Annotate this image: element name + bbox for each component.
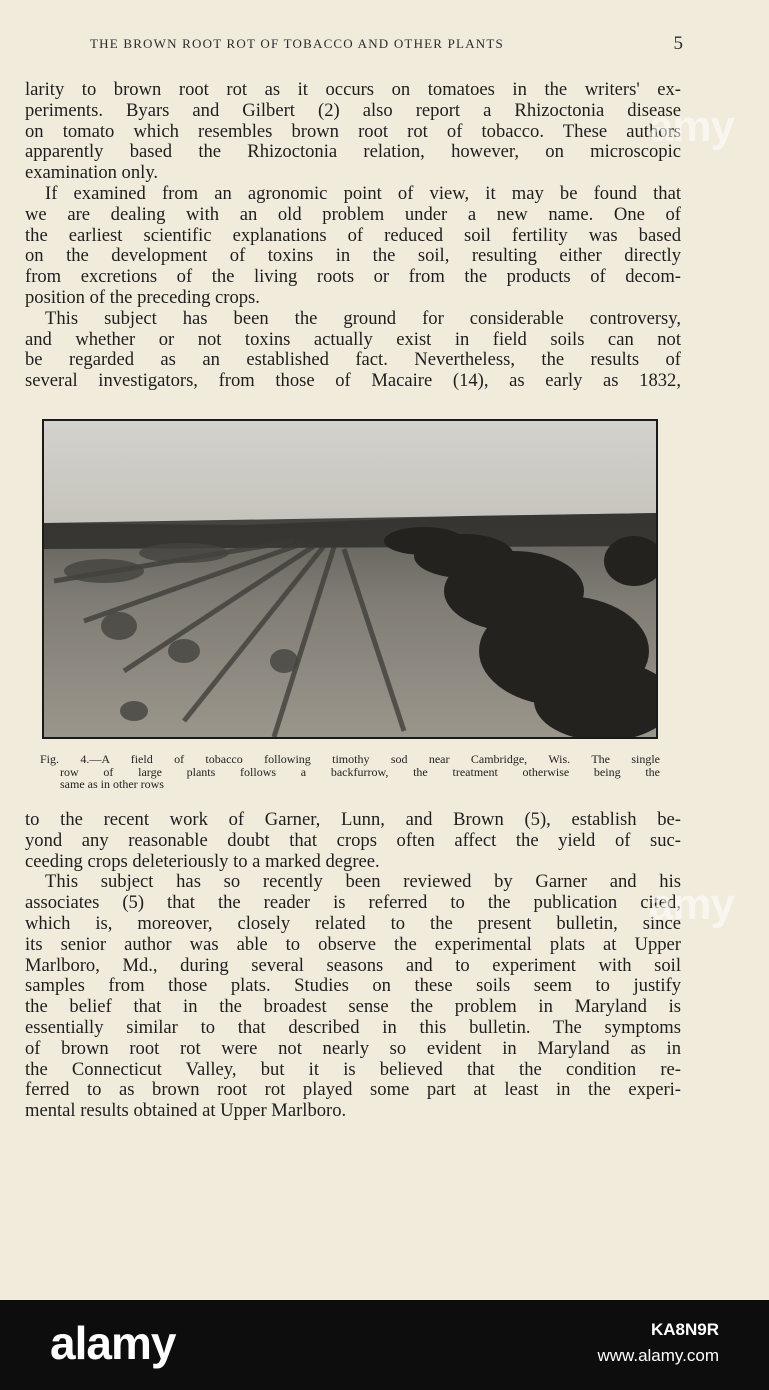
site-url: www.alamy.com (597, 1346, 719, 1365)
tobacco-field-photo (42, 419, 658, 739)
text-line: on the development of toxins in the soil, resulting either directly (25, 245, 681, 267)
text-line: larity to brown root rot as it occurs on tomatoes in the writers' ex- (25, 79, 681, 100)
text-line: samples from those plats. Studies on these soils seem to justify (25, 975, 681, 997)
text-line: we are dealing with an old problem under a new name. One of (25, 203, 681, 225)
text-line: its senior author was able to observe the experimental plats at Upper (25, 933, 681, 955)
text-line: This subject has so recently been reviewed by Garner and his (45, 871, 681, 893)
text-line: yond any reasonable doubt that crops often affect the yield of suc- (25, 829, 681, 851)
figure-caption (40, 753, 660, 791)
text-line: of brown root rot were not nearly so evident in Maryland as in (25, 1037, 681, 1059)
text-line: This subject has been the ground for considerable controversy, (45, 307, 681, 329)
caption-line: Fig. 4.—A field of tobacco following timothy sod near Cambridge, Wis. The single (40, 752, 660, 766)
text-line: which is, moreover, closely related to the present bulletin, since (25, 912, 681, 934)
text-line: the belief that in the broadest sense the problem in Maryland is (25, 996, 681, 1018)
caption-line: same as in other rows (60, 777, 164, 791)
text-line: mental results obtained at Upper Marlboro. (25, 1100, 347, 1122)
page-number: 5 (673, 33, 683, 54)
image-id: KA8N9R (650, 1320, 719, 1339)
text-line: position of the preceding crops. (25, 286, 260, 308)
body-text-top (25, 80, 681, 392)
alamy-logo: alamy (50, 1317, 176, 1369)
watermark: amy (648, 880, 734, 929)
text-line: to the recent work of Garner, Lunn, and Brown (5), establish be- (25, 809, 681, 830)
text-line: several investigators, from those of Macaire (14), as early as 1832, (25, 370, 681, 392)
text-line: the earliest scientific explanations of reduced soil fertility was based (25, 224, 681, 246)
text-line: periments. Byars and Gilbert (2) also report a Rhizoctonia disease (25, 99, 681, 121)
text-line: be regarded as an established fact. Nevertheless, the results of (25, 349, 681, 371)
caption-line: row of large plants follows a backfurrow, the treatment otherwise being the (60, 764, 660, 779)
text-line: ferred to as brown root rot played some part at least in the experi- (25, 1079, 681, 1101)
text-line: ceeding crops deleteriously to a marked degree. (25, 850, 380, 872)
running-header: THE BROWN ROOT ROT OF TOBACCO AND OTHER PLANTS (90, 36, 504, 51)
text-line: the Connecticut Valley, but it is believed that the condition re- (25, 1058, 681, 1080)
text-line: examination only. (25, 162, 159, 184)
text-line: apparently based the Rhizoctonia relation, however, on microscopic (25, 141, 681, 163)
text-line: associates (5) that the reader is referred to the publication cited, (25, 892, 681, 914)
text-line: If examined from an agronomic point of view, it may be found that (45, 182, 681, 204)
body-text-bottom (25, 810, 681, 1122)
text-line: from excretions of the living roots or from the products of decom- (25, 266, 681, 288)
text-line: essentially similar to that described in this bulletin. The symptoms (25, 1016, 681, 1038)
watermark: amy (648, 102, 734, 151)
text-line: Marlboro, Md., during several seasons and to experiment with soil (25, 954, 681, 976)
text-line: and whether or not toxins actually exist in field soils can not (25, 328, 681, 350)
text-line: on tomato which resembles brown root rot of tobacco. These authors (25, 120, 681, 142)
photo-illustration (44, 421, 656, 737)
